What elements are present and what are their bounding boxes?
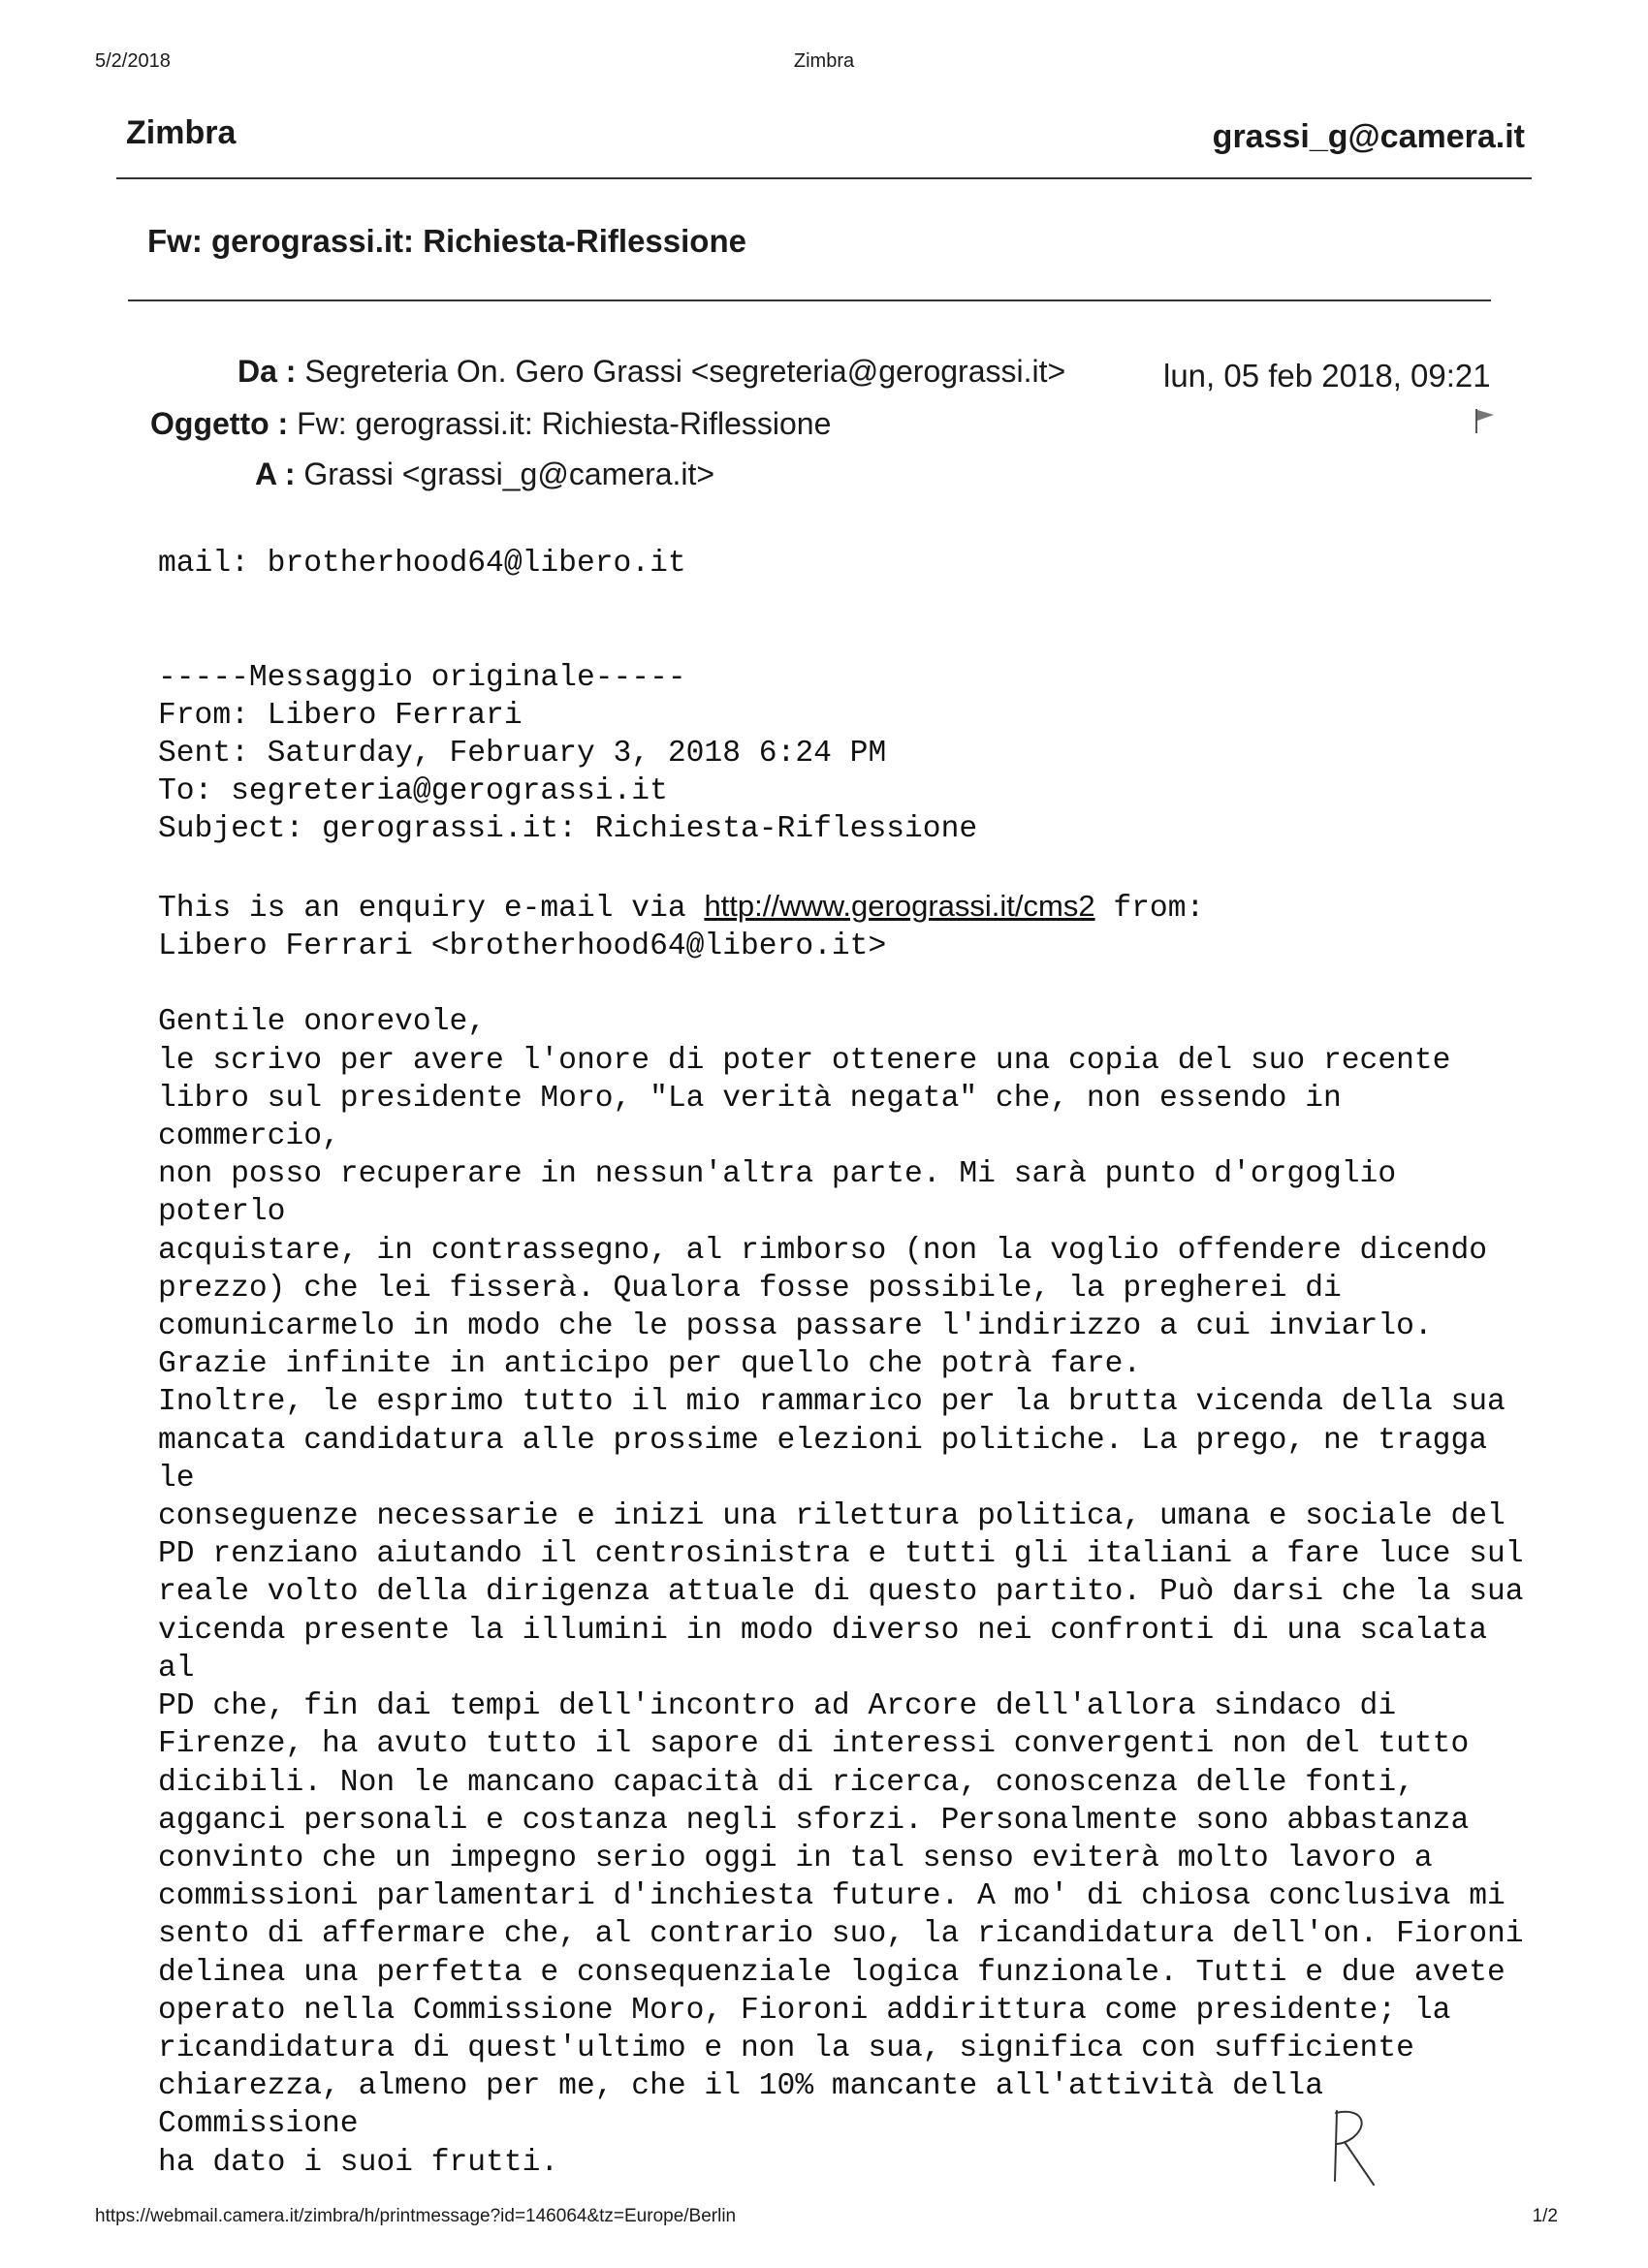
enquiry-prefix: This is an enquiry e-mail via [158, 891, 705, 926]
message-date: lun, 05 feb 2018, 09:21 [1163, 358, 1491, 394]
header-divider [116, 177, 1532, 179]
to-row [255, 457, 714, 492]
to-value: Grassi <grassi_g@camera.it> [303, 457, 715, 491]
to-label: A : [255, 457, 296, 491]
title-divider [128, 299, 1491, 301]
subject-row [150, 406, 831, 442]
handwritten-r-mark [1323, 2103, 1381, 2190]
from-row [238, 354, 1065, 390]
message-body [158, 545, 1524, 2182]
enquiry-link[interactable]: http://www.gerograssi.it/cms2 [704, 888, 1095, 923]
from-label: Da : [238, 354, 297, 389]
page-number: 1/2 [1532, 2206, 1558, 2226]
letter-text: Gentile onorevole, le scrivo per avere l'onore di poter ottenere una copia del suo recente libro sul presidente Moro, "La verità negata" che, non essendo in commercio, non posso recuperare in nessun'altra parte. Mi sarà punto d'orgoglio poterlo acquistare, in contrassegno, al rimborso (non la voglio offendere dicendo prezzo) che lei fisserà. Qualora fosse possibile, la pregherei di comunicarmelo in modo che le possa passare l'indirizzo a cui inviarlo. Grazie infinite in anticipo per quello che potrà fare. Inoltre, le esprimo tutto il mio rammarico per la brutta vicenda della sua mancata candidatura alle prossime elezioni politiche. La prego, ne tragga le conseguenze necessarie e inizi una rilettura politica, umana e sociale del PD renziano aiutando il centrosinistra e tutti gli italiani a fare luce sul reale volto della dirigenza attuale di questo partito. Può darsi che la sua vicenda presente la illumini in modo diverso nei confronti di una scalata al PD che, fin dai tempi dell'incontro ad Arcore dell'allora sindaco di Firenze, ha avuto tutto il sapore di interessi convergenti non del tutto dicibili. Non le mancano capacità di ricerca, conoscenza delle fonti, agganci personali e costanza negli sforzi. Personalmente sono abbastanza convinto che un impegno serio oggi in tal senso eviterà molto lavoro a commissioni parlamentari d'inchiesta future. A mo' di chiosa conclusiva mi sento di affermare che, al contrario suo, la ricandidatura dell'on. Fioroni delinea una perfetta e consequenziale logica funzionale. Tutti e due avete operato nella Commissione Moro, Fioroni addirittura come presidente; la ricandidatura di quest'ultimo e non la sua, significa con sufficiente chiarezza, almeno per me, che il 10% mancante all'attività della Commissione ha dato i suoi frutti. [158, 1005, 1524, 2180]
subject-value: Fw: gerograssi.it: Richiesta-Riflessione [297, 406, 832, 441]
from-value: Segreteria On. Gero Grassi <segreteria@gerograssi.it> [304, 354, 1066, 389]
enquiry-suffix: from: Libero Ferrari <brotherhood64@libero.it> [158, 891, 1205, 964]
print-title: Zimbra [793, 50, 855, 72]
flag-icon[interactable] [1474, 407, 1497, 434]
mail-line: mail: brotherhood64@libero.it [158, 547, 686, 581]
original-message-header: -----Messaggio originale----- From: Libero Ferrari Sent: Saturday, February 3, 2018 6:24 PM To: segreteria@gerograssi.it Subject: gerograssi.it: Richiesta-Riflessione [158, 660, 978, 847]
message-title: Fw: gerograssi.it: Richiesta-Riflessione [147, 223, 746, 259]
subject-label: Oggetto : [150, 406, 289, 441]
app-name: Zimbra [126, 114, 237, 151]
footer-url: https://webmail.camera.it/zimbra/h/printmessage?id=146064&tz=Europe/Berlin [95, 2206, 737, 2226]
account-email: grassi_g@camera.it [1212, 118, 1525, 155]
print-date: 5/2/2018 [95, 50, 171, 72]
